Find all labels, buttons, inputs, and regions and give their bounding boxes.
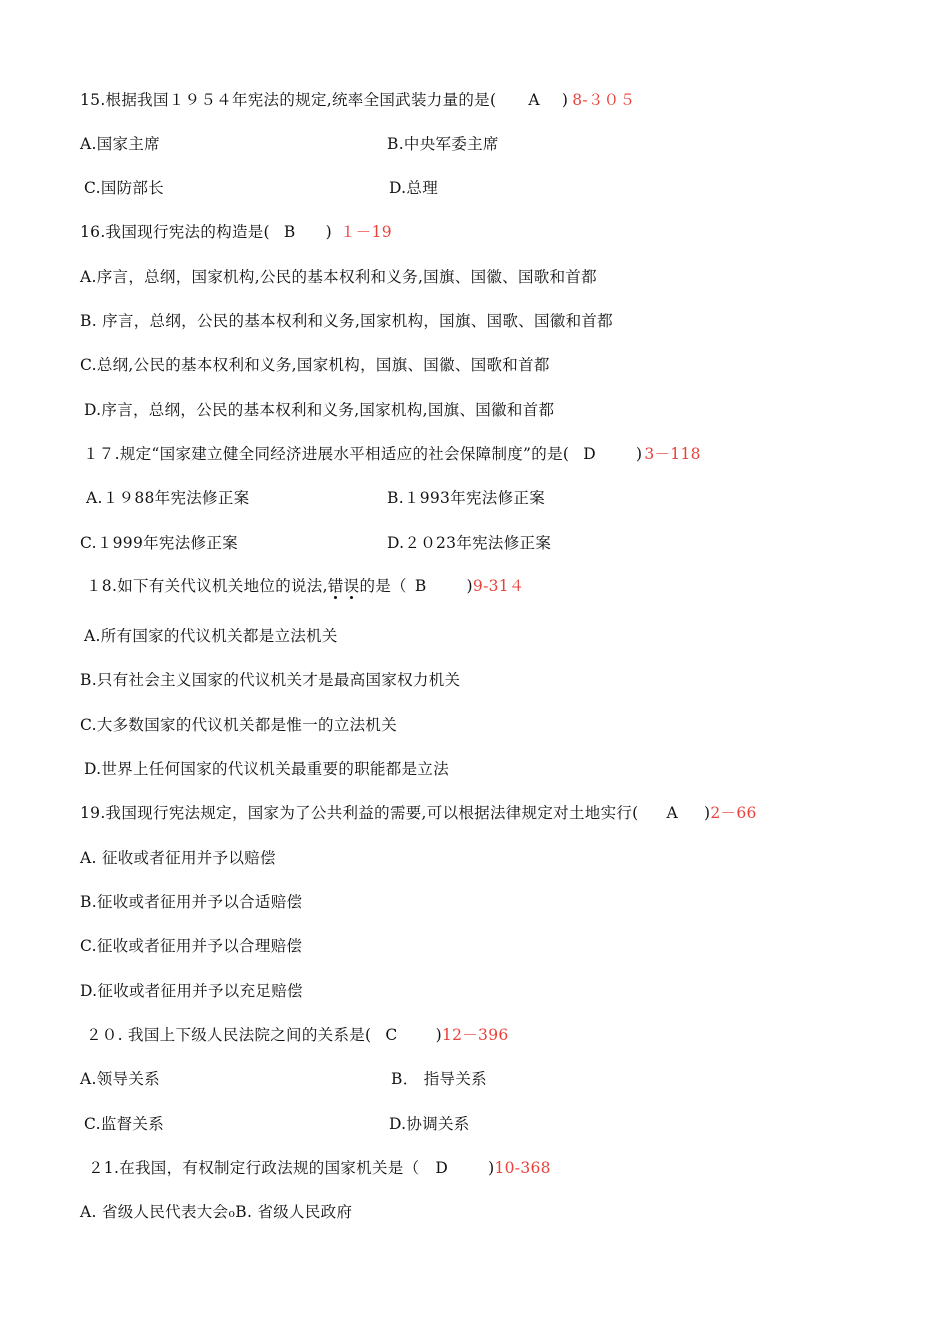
question-21-stem <box>88 1158 551 1178</box>
option-a: A. 省级人民代表大会 <box>80 1203 229 1221</box>
reference-code: 2－66 <box>710 804 757 822</box>
emphasis-dot <box>334 596 337 599</box>
option-b: B. 序言，总纲，公民的基本权利和义务,国家机构，国旗、国歌、国徽和首都 <box>80 312 613 330</box>
option-a: A.序言，总纲，国家机构,公民的基本权利和义务,国旗、国徽、国歌和首都 <box>80 268 597 286</box>
option-d: D.２０23年宪法修正案 <box>387 534 552 552</box>
option-d: D.征收或者征用并予以充足赔偿 <box>80 982 303 1000</box>
option-a: A.领导关系 <box>80 1070 160 1088</box>
option-b: B.征收或者征用并予以合适赔偿 <box>80 893 303 911</box>
paren-close: ) <box>635 445 643 463</box>
option-c: C.１999年宪法修正案 <box>80 534 238 552</box>
question-21-options-row <box>80 1202 352 1224</box>
option-b: B． 指导关系 <box>391 1070 487 1088</box>
paren-close: ) <box>561 91 569 109</box>
question-15-stem <box>80 90 635 110</box>
question-19-stem <box>80 803 757 823</box>
option-c: C.总纲,公民的基本权利和义务,国家机构，国旗、国徽、国歌和首都 <box>80 356 550 374</box>
question-text: １７.规定“国家建立健全同经济进展水平相适应的社会保障制度”的是( <box>83 445 570 463</box>
reference-code: 8-３０５ <box>572 91 636 109</box>
question-text: ２1.在我国，有权制定行政法规的国家机关是（ <box>88 1159 420 1177</box>
answer-letter: B <box>283 223 296 241</box>
option-a: A.所有国家的代议机关都是立法机关 <box>84 627 338 645</box>
option-b: B. 省级人民政府 <box>235 1203 353 1221</box>
option-b: B.中央军委主席 <box>387 135 499 153</box>
reference-code: １－19 <box>339 223 392 241</box>
option-c: C.征收或者征用并予以合理赔偿 <box>80 937 303 955</box>
question-18-stem <box>86 576 525 596</box>
question-text: 15.根据我国１９５４年宪法的规定,统率全国武装力量的是( <box>80 91 497 109</box>
question-text: ２０. 我国上下级人民法院之间的关系是( <box>86 1026 372 1044</box>
paren-close: ) <box>435 1026 442 1044</box>
emphasis-word <box>328 577 360 595</box>
question-text: 19.我国现行宪法规定，国家为了公共利益的需要,可以根据法律规定对土地实行( <box>80 804 639 822</box>
answer-letter: B <box>414 577 427 595</box>
option-a: A. 征收或者征用并予以赔偿 <box>80 849 276 867</box>
reference-code: 9-31４ <box>472 577 525 595</box>
answer-letter: C <box>385 1026 398 1044</box>
answer-letter: D <box>435 1159 449 1177</box>
separator-mark: o <box>228 1207 236 1220</box>
question-text: １8.如下有关代议机关地位的说法, <box>86 577 328 595</box>
paren-close: ) <box>466 577 473 595</box>
option-c: C.大多数国家的代议机关都是惟一的立法机关 <box>80 716 398 734</box>
question-17-stem <box>83 444 701 464</box>
option-d: D.序言，总纲，公民的基本权利和义务,国家机构,国旗、国徽和首都 <box>84 401 555 419</box>
answer-letter: A <box>528 91 540 109</box>
option-c: C.监督关系 <box>84 1115 165 1133</box>
option-b: B.１993年宪法修正案 <box>387 489 546 507</box>
reference-code: 3－118 <box>644 445 701 463</box>
answer-letter: D <box>583 445 596 463</box>
answer-letter: A <box>666 804 679 822</box>
option-d: D.协调关系 <box>389 1115 470 1133</box>
paren-close: ) <box>488 1159 495 1177</box>
question-20-stem <box>86 1025 509 1045</box>
option-c: C.国防部长 <box>84 179 165 197</box>
paren-close: ) <box>325 223 332 241</box>
question-text: 16.我国现行宪法的构造是( <box>80 223 270 241</box>
reference-code: 12－396 <box>441 1026 509 1044</box>
question-16-stem <box>80 222 392 242</box>
emphasis-text: 错误 <box>327 577 360 595</box>
option-b: B.只有社会主义国家的代议机关才是最高国家权力机关 <box>80 671 461 689</box>
option-d: D.世界上任何国家的代议机关最重要的职能都是立法 <box>84 760 450 778</box>
option-a: A.１９88年宪法修正案 <box>86 489 250 507</box>
paren-close: ) <box>704 804 711 822</box>
emphasis-dot <box>350 596 353 599</box>
reference-code: 10-368 <box>494 1159 551 1177</box>
option-d: D.总理 <box>389 179 439 197</box>
option-a: A.国家主席 <box>80 135 160 153</box>
question-text-tail: 的是（ <box>359 577 407 595</box>
